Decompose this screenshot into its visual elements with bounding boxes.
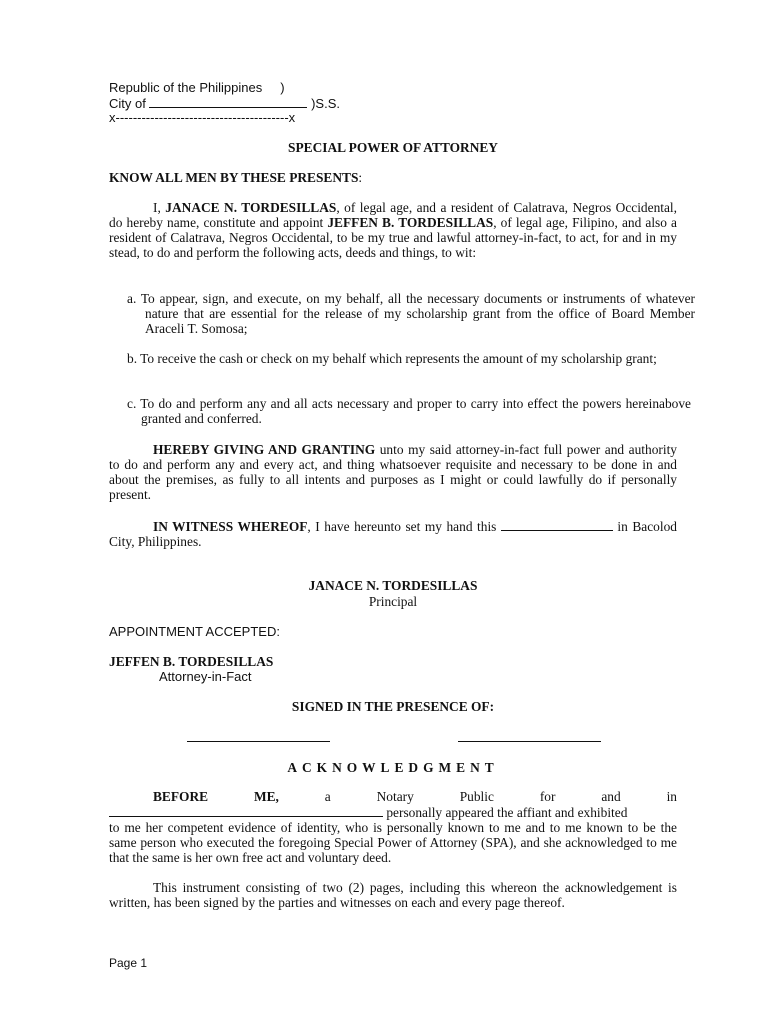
ack-word-for: for — [539, 789, 556, 804]
ack-line-2-text: personally appeared the affiant and exhibited — [383, 805, 628, 820]
ack-word-in: in — [666, 789, 677, 804]
principal-role: Principal — [368, 594, 418, 609]
know-all-bold: KNOW ALL MEN BY THESE PRESENTS — [109, 170, 359, 185]
know-all-colon: : — [358, 170, 363, 185]
intro-paragraph — [109, 200, 677, 260]
document-title: SPECIAL POWER OF ATTORNEY — [288, 140, 498, 155]
ack-body: to me her competent evidence of identity, who is personally known to me and to me known to be the same person who executed the foregoing Special Power of Attorney (SPA), and she acknowledged to me that the same is her own free act and voluntary deed. — [109, 820, 677, 865]
intro-text-2: , of legal age, and a resident of Calatrava, Negros Occidental, do hereby name, constitute and appoint — [109, 200, 677, 230]
venue-line-republic: Republic of the Philippines ) — [109, 80, 285, 95]
know-all-heading — [109, 170, 677, 185]
witness-text-1: , I have hereunto set my hand this — [307, 519, 501, 534]
hereby-text: unto my said attorney-in-fact full power and authority to do and perform any and every act, and thing whatsoever requisite and necessary to be done in and about the premises, as fully to all intents and purposes as I might or could lawfully do if personally present. — [109, 442, 678, 502]
acknowledgment-paragraph — [109, 789, 677, 865]
witness-bold: IN WITNESS WHEREOF — [153, 519, 308, 534]
principal-name: JANACE N. TORDESILLAS — [308, 578, 478, 593]
witness-text-2: in Bacolod City, Philippines. — [109, 519, 677, 549]
attorney-name-inline: JEFFEN B. TORDESILLAS — [327, 215, 494, 230]
hereby-bold: HEREBY GIVING AND GRANTING — [153, 442, 376, 457]
intro-text-1: I, — [153, 200, 166, 215]
ack-word-notary: Notary — [376, 789, 414, 804]
venue-divider: x----------------------------------------x — [109, 110, 296, 125]
witness-signature-line-1 — [187, 741, 330, 742]
instrument-paragraph: This instrument consisting of two (2) pages, including this whereon the acknowledgement is written, has been signed by the parties and witnesses on each and every page thereof. — [109, 880, 677, 910]
signed-presence-heading: SIGNED IN THE PRESENCE OF: — [291, 699, 495, 714]
ack-word-a: a — [324, 789, 331, 804]
acknowledgment-title: ACKNOWLEDGMENT — [287, 760, 499, 775]
power-item-a: a. To appear, sign, and execute, on my behalf, all the necessary documents or instruments of whatever nature that are essential for the release of my scholarship grant from the office of Board Member Araceli T. Somosa; — [127, 291, 695, 336]
ack-line-1 — [109, 789, 677, 804]
ack-word-and: and — [601, 789, 621, 804]
location-blank-line — [109, 804, 383, 817]
date-blank-line — [501, 518, 613, 531]
intro-text-3: , of legal age, Filipino, and also a resident of Calatrava, Negros Occidental, to be my true and lawful attorney-in-fact, to act, for and in my stead, to do and perform the following acts, deeds and things, to wit: — [109, 215, 678, 260]
city-blank-line — [149, 95, 307, 108]
venue-line-city — [109, 95, 677, 111]
attorney-role: Attorney-in-Fact — [159, 669, 252, 684]
power-item-b: b. To receive the cash or check on my behalf which represents the amount of my scholarship grant; — [127, 351, 657, 366]
ack-word-before: BEFORE — [153, 789, 209, 804]
ack-line-2 — [109, 804, 677, 820]
hereby-paragraph — [109, 442, 677, 502]
ss-label: )S.S. — [307, 96, 340, 111]
ack-word-public: Public — [459, 789, 494, 804]
city-label: City of — [109, 96, 150, 111]
witness-signature-line-2 — [458, 741, 601, 742]
power-item-c: c. To do and perform any and all acts necessary and proper to carry into effect the powers hereinabove granted and conferred. — [127, 396, 691, 426]
appointment-accepted: APPOINTMENT ACCEPTED: — [109, 624, 280, 639]
ack-word-me: ME, — [253, 789, 279, 804]
witness-paragraph — [109, 518, 677, 549]
page-number: Page 1 — [109, 956, 148, 970]
principal-name-inline: JANACE N. TORDESILLAS — [165, 200, 337, 215]
attorney-name: JEFFEN B. TORDESILLAS — [109, 654, 274, 669]
